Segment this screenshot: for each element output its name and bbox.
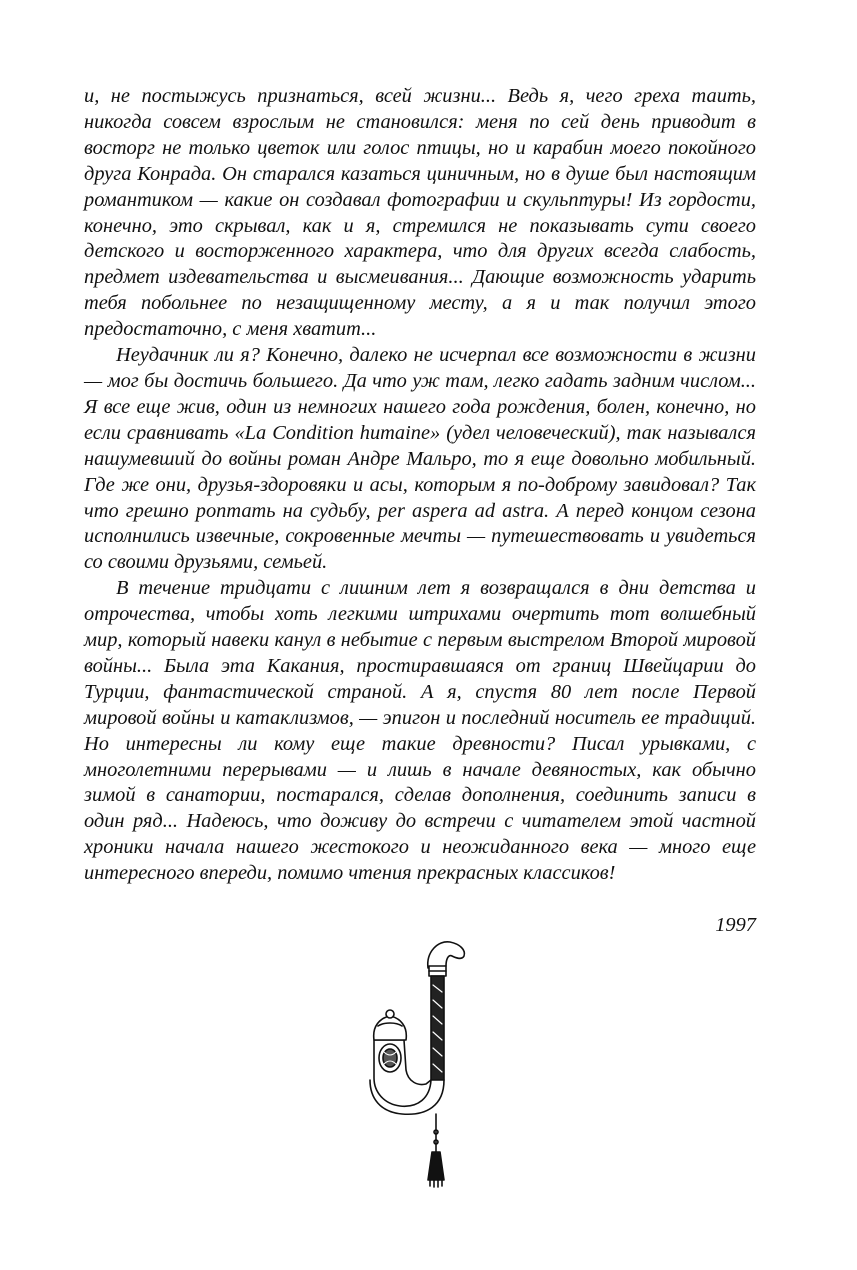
paragraph-3: В течение тридцати с лишним лет я возвращался в дни детства и отрочества, чтобы хоть легкими штрихами очертить тот волшебный мир, который навеки канул в небытие с первым выстрелом Второй мировой войны... Была эта Какания, простиравшаяся от границ Швейцарии до Турции, фантастической страной. А я, спустя 80 лет после Первой мировой войны и катаклизмов, — эпигон и последний носитель ее традиций. Но интересны ли кому еще такие древности? Писал урывками, с многолетними перерывами — и лишь в начале девяностых, как обычно зимой в санатории, постарался, сделав дополнения, соединить записи в один ряд... Надеюсь, что доживу до встречи с читателем этой частной хроники начала нашего жестокого и неожиданного века — много еще интересного впереди, помимо чтения прекрасных классиков! xyxy=(84,577,756,885)
paragraph-1: и, не постыжусь признаться, всей жизни... Ведь я, чего греха таить, никогда совсем взрослым не становился: меня по сей день приводит в восторг не только цветок или голос птицы, но и карабин моего покойного друга Конрада. Он старался казаться циничным, но в душе был настоящим романтиком — какие он создавал фотографии и скульптуры! Из гордости, конечно, это скрывал, как и я, стремился не показывать сути своего детского и восторженного характера, что для других всегда слабость, предмет издевательства и высмеивания... Дающие возможность ударить тебя побольнее по незащищенному месту, а я и так получил этого предостаточно, с меня хватит... xyxy=(84,85,756,341)
paragraph-2: Неудачник ли я? Конечно, далеко не исчерпал все возможности в жизни — мог бы достичь большего. Да что уж там, легко гадать задним числом... Я все еще жив, один из немногих нашего года рождения, болен, конечно, но если сравнивать «La Condition humaine» (удел человеческий), так назывался нашумевший до войны роман Андре Мальро, то я еще довольно мобильный. Где же они, друзья-здоровяки и асы, которым я по-доброму завидовал? Так что грешно роптать на судьбу, per aspera ad astra. А перед концом сезона исполнились извечные, сокровенные мечты — путешествовать и увидеться со своими друзьями, семьей. xyxy=(84,344,756,574)
tobacco-pipe-illustration xyxy=(360,930,480,1190)
date-signature: 1997 xyxy=(715,914,756,936)
body-text xyxy=(84,84,756,887)
